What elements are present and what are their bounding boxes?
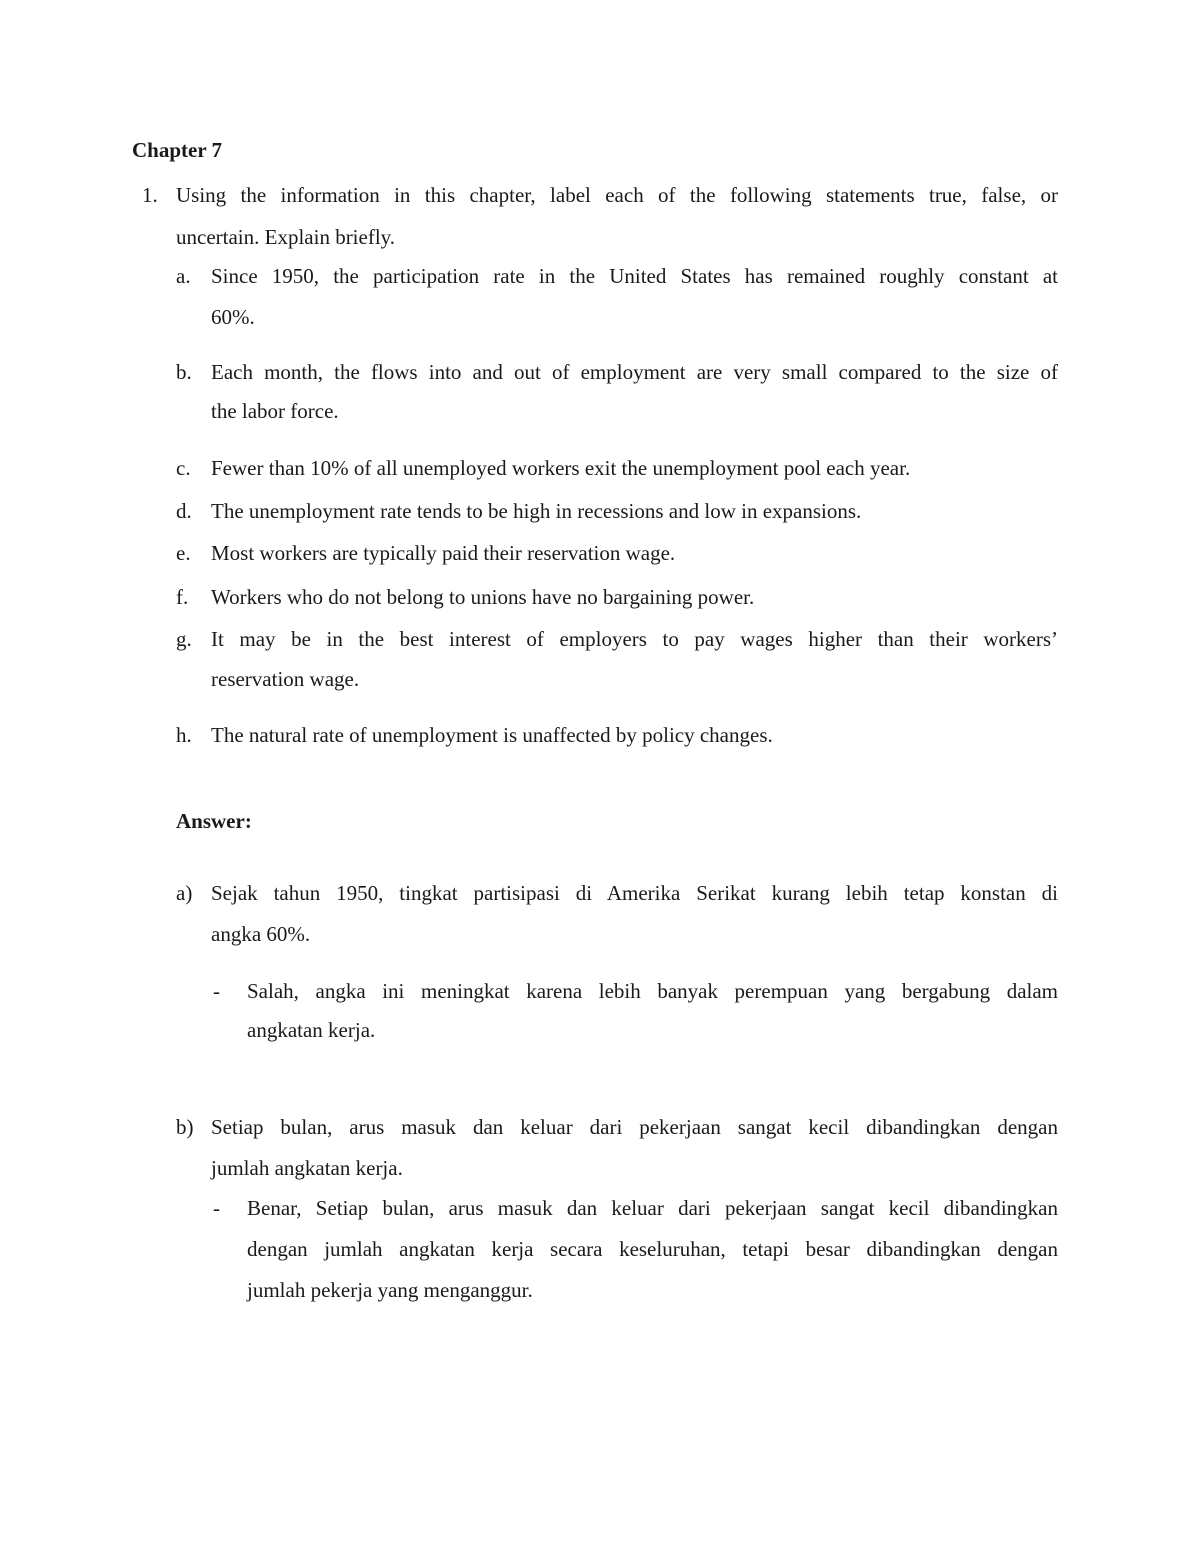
list-item-text: The unemployment rate tends to be high in recessions and low in expansions. (211, 499, 862, 523)
list-item-marker: e. (176, 541, 191, 565)
answer-text: Sejak tahun 1950, tingkat partisipasi di Amerika Serikat kurang lebih tetap konstan di (211, 881, 1058, 905)
list-item-marker: b. (176, 360, 192, 384)
answer-sub-text: Benar, Setiap bulan, arus masuk dan keluar dari pekerjaan sangat kecil dibandingkan (247, 1196, 1058, 1220)
question-text-line-1: Using the information in this chapter, label each of the following statements true, false, or (176, 183, 1058, 207)
list-item-text: Since 1950, the participation rate in the United States has remained roughly constant at (211, 264, 1058, 288)
list-item-text: 60%. (211, 305, 255, 329)
list-item-text: The natural rate of unemployment is unaffected by policy changes. (211, 723, 773, 747)
answer-text: Setiap bulan, arus masuk dan keluar dari pekerjaan sangat kecil dibandingkan dengan (211, 1115, 1058, 1139)
answer-sub-text: angkatan kerja. (247, 1018, 376, 1042)
list-item-text: the labor force. (211, 399, 339, 423)
list-item-marker: g. (176, 627, 192, 651)
answer-sub-text: Salah, angka ini meningkat karena lebih banyak perempuan yang bergabung dalam (247, 979, 1058, 1003)
answer-sub-bullet: - (213, 1196, 220, 1220)
answer-marker: a) (176, 881, 193, 905)
answer-text: angka 60%. (211, 922, 311, 946)
list-item-marker: d. (176, 499, 192, 523)
answer-marker: b) (176, 1115, 194, 1139)
list-item-text: Most workers are typically paid their reservation wage. (211, 541, 676, 565)
answer-sub-text: dengan jumlah angkatan kerja secara keseluruhan, tetapi besar dibandingkan dengan (247, 1237, 1058, 1261)
list-item-marker: h. (176, 723, 192, 747)
list-item-marker: c. (176, 456, 191, 480)
chapter-title: Chapter 7 (132, 138, 223, 162)
question-text-line-2: uncertain. Explain briefly. (176, 225, 396, 249)
answer-sub-bullet: - (213, 979, 220, 1003)
list-item-text: Each month, the flows into and out of employment are very small compared to the size of (211, 360, 1058, 384)
answer-sub-text: jumlah pekerja yang menganggur. (247, 1278, 533, 1302)
list-item-marker: f. (176, 585, 189, 609)
list-item-text: reservation wage. (211, 667, 360, 691)
question-number: 1. (142, 183, 158, 207)
answer-text: jumlah angkatan kerja. (211, 1156, 403, 1180)
list-item-marker: a. (176, 264, 191, 288)
list-item-text: Workers who do not belong to unions have no bargaining power. (211, 585, 755, 609)
answer-heading: Answer: (176, 809, 252, 833)
list-item-text: Fewer than 10% of all unemployed workers exit the unemployment pool each year. (211, 456, 911, 480)
list-item-text: It may be in the best interest of employers to pay wages higher than their workers’ (211, 627, 1058, 651)
